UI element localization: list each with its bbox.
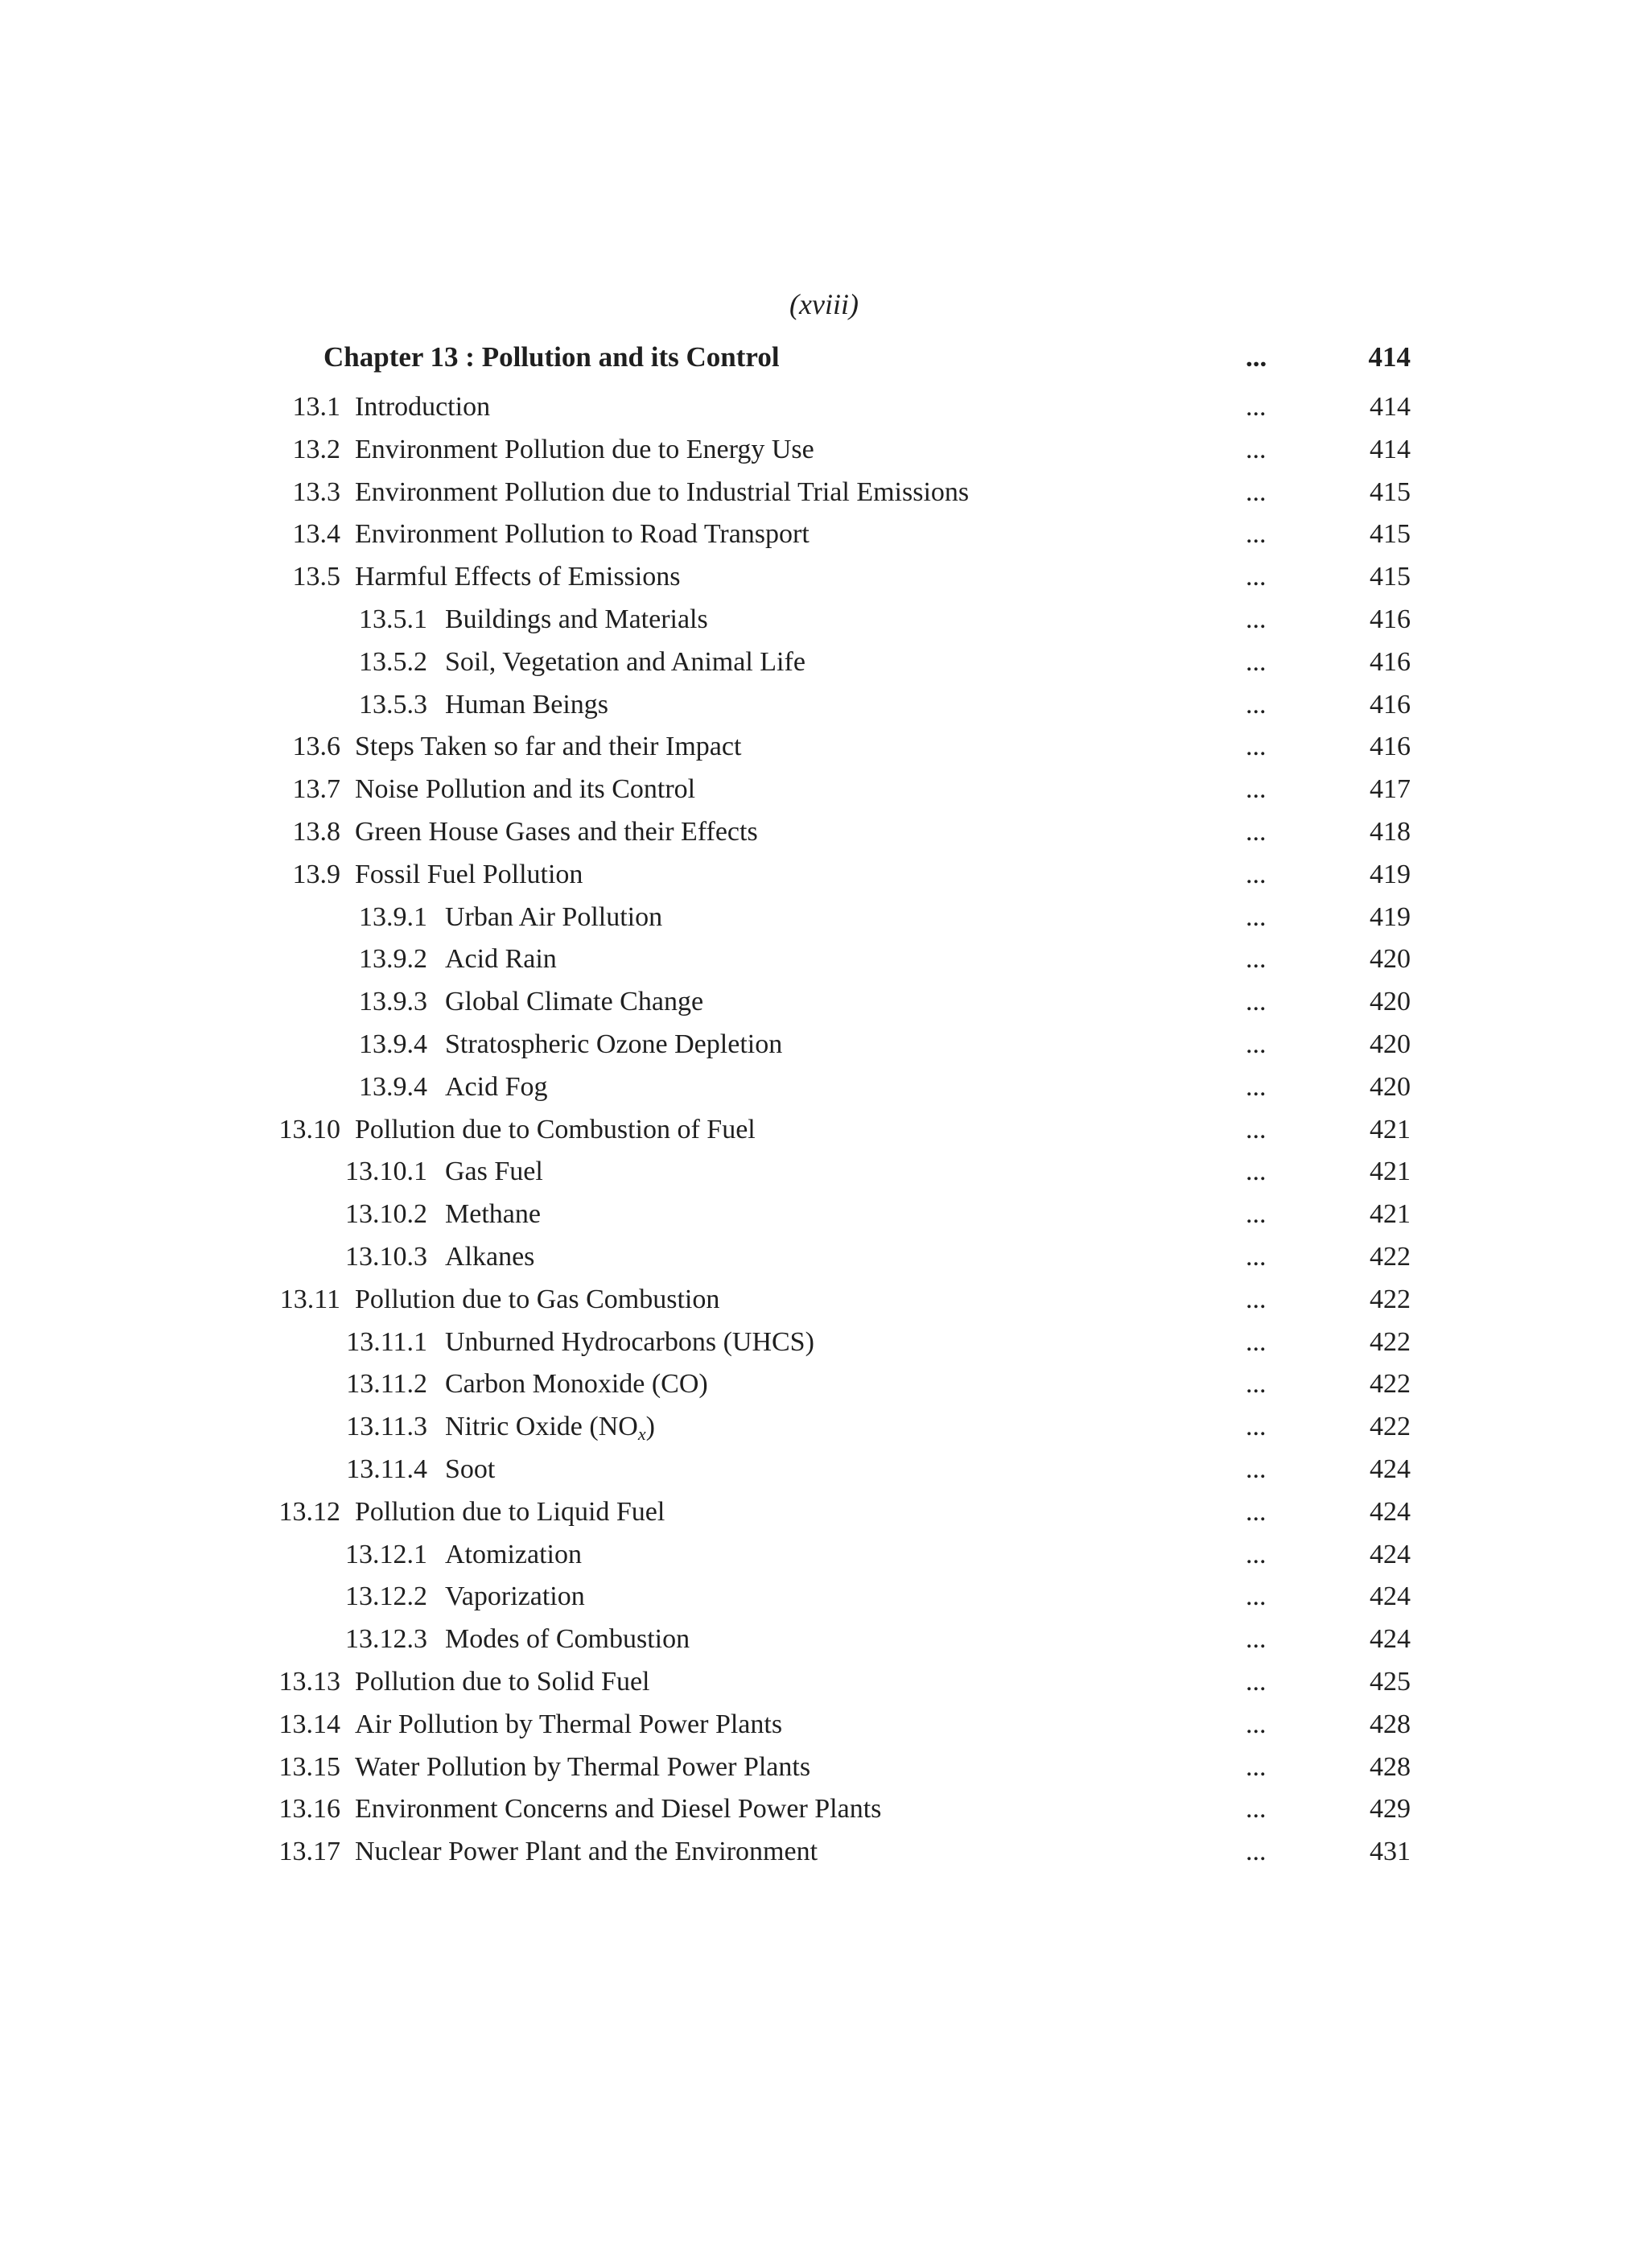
leader-dots: ... (1246, 1496, 1267, 1527)
section-title: Global Climate Change (445, 987, 704, 1017)
page-ref: 420 (1370, 1071, 1411, 1102)
section-number: 13.13 (278, 1666, 340, 1697)
section-number: 13.11.2 (346, 1369, 427, 1400)
page-ref: 424 (1370, 1454, 1411, 1484)
page-ref: 428 (1370, 1751, 1411, 1782)
section-title: Gas Fuel (445, 1157, 543, 1187)
toc-entry (0, 1151, 1648, 1194)
section-title: Green House Gases and their Effects (355, 816, 758, 847)
leader-dots: ... (1246, 562, 1267, 592)
section-number: 13.5 (292, 562, 340, 592)
page-ref: 422 (1370, 1412, 1411, 1442)
section-title: Noise Pollution and its Control (355, 774, 696, 805)
section-number: 13.15 (278, 1751, 340, 1782)
toc-entry (0, 1491, 1648, 1534)
leader-dots: ... (1246, 1157, 1267, 1187)
section-title-subscript: x (637, 1424, 646, 1445)
page-ref: 422 (1370, 1284, 1411, 1314)
page-ref: 420 (1370, 987, 1411, 1017)
section-number: 13.10.3 (345, 1241, 427, 1272)
section-number: 13.9.3 (359, 987, 427, 1017)
page-ref: 421 (1370, 1199, 1411, 1230)
leader-dots: ... (1246, 1539, 1267, 1569)
section-title: Methane (445, 1199, 541, 1230)
section-number: 13.5.2 (359, 646, 427, 677)
page-ref: 425 (1370, 1666, 1411, 1697)
section-title-text: Nitric Oxide (NO (445, 1412, 638, 1442)
section-title: Water Pollution by Thermal Power Plants (355, 1751, 811, 1782)
section-number: 13.12.2 (345, 1581, 427, 1612)
section-number: 13.8 (292, 816, 340, 847)
toc-entry (0, 1661, 1648, 1704)
section-title: Environment Pollution due to Industrial Trial Emissions (355, 476, 970, 507)
section-title: Nuclear Power Plant and the Environment (355, 1837, 818, 1867)
toc-entry (0, 1831, 1648, 1874)
section-title: Human Beings (445, 689, 609, 720)
leader-dots: ... (1246, 1071, 1267, 1102)
page-ref: 415 (1370, 476, 1411, 507)
toc-entry (0, 811, 1648, 854)
leader-dots: ... (1246, 732, 1267, 762)
page-ref: 418 (1370, 816, 1411, 847)
section-title-tail: ) (645, 1412, 655, 1442)
leader-dots: ... (1246, 519, 1267, 550)
toc-entry (0, 981, 1648, 1024)
toc-entry (0, 1788, 1648, 1831)
section-title: Stratospheric Ozone Depletion (445, 1029, 783, 1059)
chapter-leader-dots: ... (1246, 341, 1267, 373)
leader-dots: ... (1246, 1751, 1267, 1782)
section-title (445, 1406, 655, 1449)
section-title: Pollution due to Gas Combustion (355, 1284, 720, 1314)
page-ref: 416 (1370, 646, 1411, 677)
page-ref: 422 (1370, 1241, 1411, 1272)
page-ref: 420 (1370, 944, 1411, 975)
section-number: 13.9 (292, 859, 340, 889)
toc-entry (0, 1279, 1648, 1322)
toc-entry (0, 1406, 1648, 1449)
section-title: Fossil Fuel Pollution (355, 859, 583, 889)
page-ref: 428 (1370, 1709, 1411, 1739)
toc-entry (0, 1194, 1648, 1236)
toc-entry (0, 1746, 1648, 1789)
section-number: 13.11 (279, 1284, 340, 1314)
section-number: 13.6 (292, 732, 340, 762)
section-number: 13.17 (278, 1837, 340, 1867)
toc-entry (0, 1066, 1648, 1109)
section-title: Pollution due to Solid Fuel (355, 1666, 650, 1697)
section-number: 13.7 (292, 774, 340, 805)
toc-list (0, 386, 1648, 1874)
section-title: Urban Air Pollution (445, 901, 663, 932)
section-number: 13.12 (278, 1496, 340, 1527)
page-ref: 424 (1370, 1496, 1411, 1527)
section-number: 13.9.2 (359, 944, 427, 975)
section-title: Atomization (445, 1539, 582, 1569)
page-ref: 429 (1370, 1794, 1411, 1825)
toc-entry (0, 1322, 1648, 1364)
leader-dots: ... (1246, 1454, 1267, 1484)
leader-dots: ... (1246, 816, 1267, 847)
page-ref: 424 (1370, 1581, 1411, 1612)
section-title: Alkanes (445, 1241, 535, 1272)
section-title: Environment Pollution to Road Transport (355, 519, 810, 550)
toc-entry (0, 854, 1648, 897)
section-number: 13.9.4 (359, 1071, 427, 1102)
leader-dots: ... (1246, 1412, 1267, 1442)
toc-entry (0, 938, 1648, 981)
toc-entry (0, 1576, 1648, 1619)
toc-entry (0, 513, 1648, 556)
leader-dots: ... (1246, 1581, 1267, 1612)
leader-dots: ... (1246, 944, 1267, 975)
section-title: Soot (445, 1454, 496, 1484)
leader-dots: ... (1246, 604, 1267, 634)
section-title: Acid Fog (445, 1071, 548, 1102)
leader-dots: ... (1246, 987, 1267, 1017)
section-title: Environment Concerns and Diesel Power Plants (355, 1794, 882, 1825)
page-ref: 420 (1370, 1029, 1411, 1059)
section-title: Air Pollution by Thermal Power Plants (355, 1709, 783, 1739)
chapter-title: Chapter 13 : Pollution and its Control (323, 341, 780, 373)
leader-dots: ... (1246, 646, 1267, 677)
section-number: 13.9.1 (359, 901, 427, 932)
section-number: 13.10.2 (345, 1199, 427, 1230)
section-title: Introduction (355, 392, 491, 422)
page-ref: 419 (1370, 901, 1411, 932)
leader-dots: ... (1246, 901, 1267, 932)
toc-entry (0, 556, 1648, 599)
section-number: 13.4 (292, 519, 340, 550)
page-ref: 414 (1370, 392, 1411, 422)
toc-entry (0, 386, 1648, 429)
section-number: 13.11.3 (346, 1412, 427, 1442)
page-ref: 422 (1370, 1369, 1411, 1400)
page-ref: 431 (1370, 1837, 1411, 1867)
section-number: 13.3 (292, 476, 340, 507)
section-number: 13.11.4 (346, 1454, 427, 1484)
toc-entry (0, 897, 1648, 939)
leader-dots: ... (1246, 434, 1267, 464)
page-ref: 422 (1370, 1326, 1411, 1357)
toc-entry (0, 726, 1648, 769)
leader-dots: ... (1246, 1666, 1267, 1697)
toc-entry (0, 684, 1648, 727)
section-number: 13.5.3 (359, 689, 427, 720)
section-title: Harmful Effects of Emissions (355, 562, 681, 592)
section-number: 13.14 (278, 1709, 340, 1739)
section-title: Environment Pollution due to Energy Use (355, 434, 814, 464)
page-ref: 415 (1370, 562, 1411, 592)
section-title: Steps Taken so far and their Impact (355, 732, 742, 762)
toc-entry (0, 599, 1648, 641)
section-title: Acid Rain (445, 944, 557, 975)
section-number: 13.9.4 (359, 1029, 427, 1059)
leader-dots: ... (1246, 1241, 1267, 1272)
toc-entry (0, 1619, 1648, 1661)
section-number: 13.12.3 (345, 1624, 427, 1655)
section-number: 13.10 (278, 1114, 340, 1144)
leader-dots: ... (1246, 859, 1267, 889)
page-ref: 417 (1370, 774, 1411, 805)
page-ref: 419 (1370, 859, 1411, 889)
toc-entry (0, 1109, 1648, 1152)
section-title: Carbon Monoxide (CO) (445, 1369, 708, 1400)
chapter-heading (0, 336, 1648, 378)
page-number: (xviii) (789, 288, 859, 320)
section-title: Unburned Hydrocarbons (UHCS) (445, 1326, 814, 1357)
leader-dots: ... (1246, 689, 1267, 720)
toc-entry (0, 769, 1648, 811)
section-title: Buildings and Materials (445, 604, 708, 634)
page-ref: 416 (1370, 604, 1411, 634)
toc-entry (0, 1236, 1648, 1279)
leader-dots: ... (1246, 1284, 1267, 1314)
section-title: Pollution due to Combustion of Fuel (355, 1114, 756, 1144)
toc-entry (0, 429, 1648, 472)
toc-entry (0, 1449, 1648, 1491)
leader-dots: ... (1246, 1326, 1267, 1357)
section-number: 13.10.1 (345, 1157, 427, 1187)
page-ref: 424 (1370, 1539, 1411, 1569)
page-ref: 416 (1370, 732, 1411, 762)
leader-dots: ... (1246, 1709, 1267, 1739)
section-number: 13.2 (292, 434, 340, 464)
page-ref: 416 (1370, 689, 1411, 720)
page-ref: 424 (1370, 1624, 1411, 1655)
page-ref: 421 (1370, 1157, 1411, 1187)
leader-dots: ... (1246, 1794, 1267, 1825)
chapter-page-number: 414 (1368, 341, 1411, 373)
leader-dots: ... (1246, 1199, 1267, 1230)
leader-dots: ... (1246, 1837, 1267, 1867)
toc-entry (0, 1534, 1648, 1577)
leader-dots: ... (1246, 774, 1267, 805)
toc-entry (0, 472, 1648, 514)
toc-entry (0, 1024, 1648, 1066)
section-number: 13.5.1 (359, 604, 427, 634)
leader-dots: ... (1246, 1114, 1267, 1144)
leader-dots: ... (1246, 476, 1267, 507)
page-ref: 414 (1370, 434, 1411, 464)
section-title: Modes of Combustion (445, 1624, 690, 1655)
leader-dots: ... (1246, 1029, 1267, 1059)
section-title: Pollution due to Liquid Fuel (355, 1496, 665, 1527)
section-title: Vaporization (445, 1581, 585, 1612)
section-number: 13.11.1 (346, 1326, 427, 1357)
section-number: 13.16 (278, 1794, 340, 1825)
toc-entry (0, 1704, 1648, 1746)
section-number: 13.1 (292, 392, 340, 422)
leader-dots: ... (1246, 1369, 1267, 1400)
page-ref: 421 (1370, 1114, 1411, 1144)
section-number: 13.12.1 (345, 1539, 427, 1569)
leader-dots: ... (1246, 392, 1267, 422)
toc-entry (0, 641, 1648, 684)
toc-entry (0, 1363, 1648, 1406)
page-ref: 415 (1370, 519, 1411, 550)
leader-dots: ... (1246, 1624, 1267, 1655)
section-title: Soil, Vegetation and Animal Life (445, 646, 805, 677)
